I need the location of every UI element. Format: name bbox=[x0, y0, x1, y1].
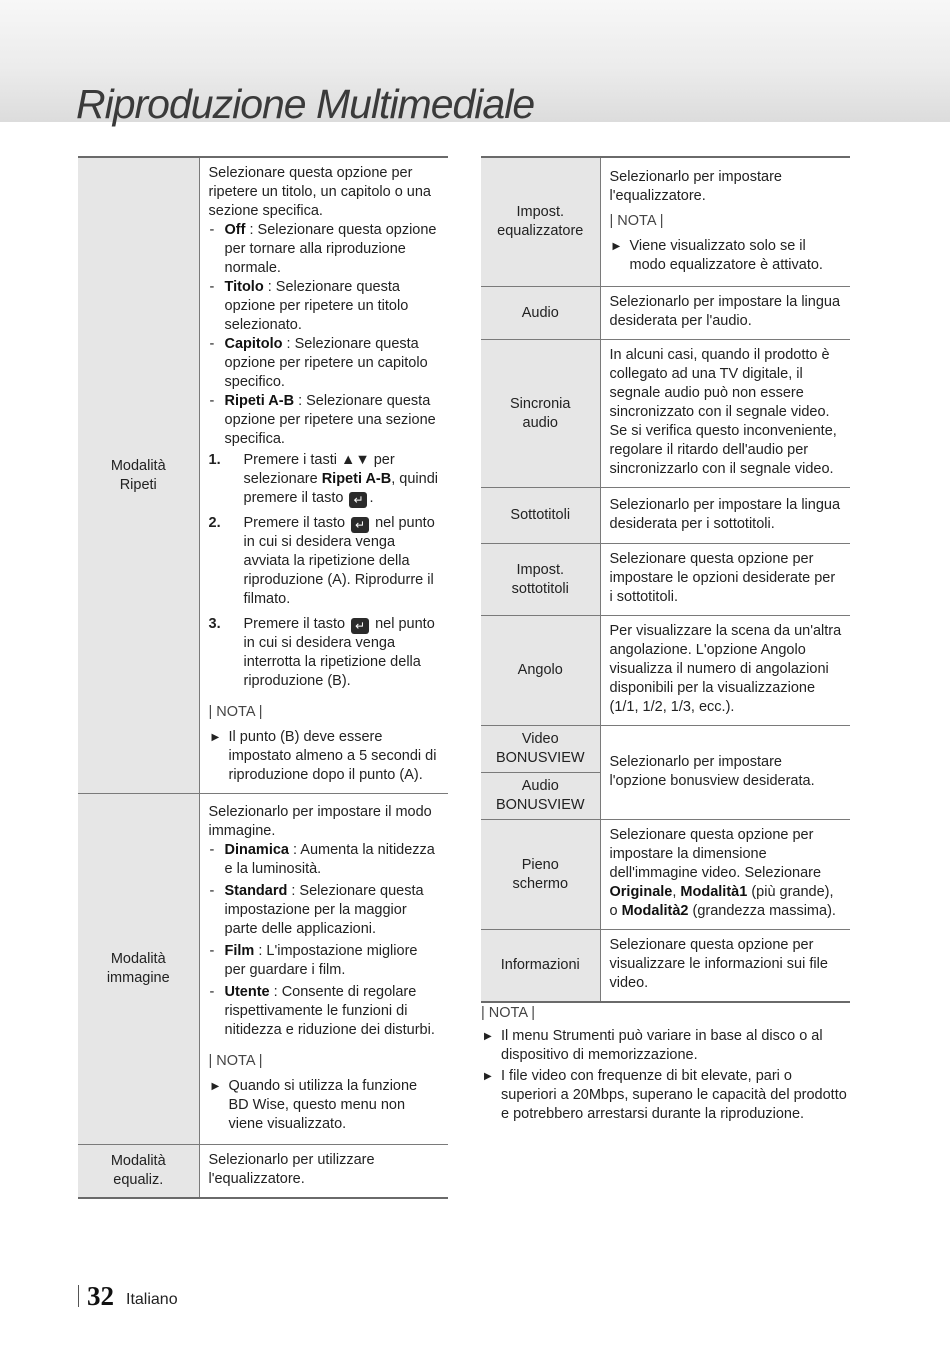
page-number: 32 bbox=[87, 1281, 114, 1311]
nota-item: ▶ Il punto (B) deve essere impostato almeno a 5 secondi di riproduzione dopo il punto (A). bbox=[211, 729, 437, 783]
step-item: 1. Premere i tasti ▲▼ per selezionare Ripeti A-B, quindi premere il tasto ↵ . bbox=[208, 452, 438, 507]
row-desc-impost-sottotitoli: Selezionare questa opzione per impostare le opzioni desiderate per i sottotitoli. bbox=[600, 544, 850, 616]
enter-key-icon: ↵ bbox=[349, 492, 367, 508]
table-row bbox=[78, 157, 448, 794]
enter-key-icon: ↵ bbox=[351, 618, 369, 634]
triangle-right-icon: ▶ bbox=[484, 1031, 492, 1042]
row-label-informazioni: Informazioni bbox=[481, 930, 600, 1003]
table-row bbox=[481, 726, 850, 773]
row-desc-modalita-immagine bbox=[199, 794, 448, 1145]
nota-label: | NOTA | bbox=[208, 1052, 263, 1069]
nota-label: | NOTA | bbox=[609, 212, 664, 229]
list-item: - Ripeti A-B : Selezionare questa opzione per ripetere una sezione specifica. bbox=[209, 392, 441, 449]
row-desc-informazioni: Selezionare questa opzione per visualizzare le informazioni sui file video. bbox=[600, 930, 850, 1003]
row-desc-bonusview: Selezionarlo per impostare l'opzione bonusview desiderata. bbox=[600, 726, 850, 820]
option-list bbox=[209, 841, 441, 1040]
table-row bbox=[481, 157, 850, 287]
row-desc-impost-equalizzatore: Selezionarlo per impostare l'equalizzatore. | NOTA | ▶ Viene visualizzato solo se il modo equalizzatore è attivato. bbox=[600, 157, 850, 287]
row-label-modalita-immagine: Modalità immagine bbox=[78, 794, 199, 1145]
row-label-impost-sottotitoli: Impost. sottotitoli bbox=[481, 544, 600, 616]
row-label-audio-bonusview: Audio BONUSVIEW bbox=[481, 773, 600, 820]
table-row bbox=[481, 340, 850, 488]
table-row bbox=[481, 930, 850, 1003]
row-desc-pieno-schermo: Selezionare questa opzione per impostare la dimensione dell'immagine video. Selezionare Originale, Modalità1 (più grande), o Modalità2 (grandezza massima). bbox=[600, 820, 850, 930]
intro-text: Selezionare questa opzione per ripetere un titolo, un capitolo o una sezione specifica. bbox=[208, 165, 431, 219]
row-desc-sottotitoli: Selezionarlo per impostare la lingua desiderata per i sottotitoli. bbox=[600, 488, 850, 544]
right-options-table bbox=[481, 156, 850, 1003]
row-label-audio: Audio bbox=[481, 287, 600, 340]
row-label-sincronia-audio: Sincronia audio bbox=[481, 340, 600, 488]
list-item: - Capitolo : Selezionare questa opzione per ripetere un capitolo specifico. bbox=[209, 335, 441, 392]
list-item: - Off : Selezionare questa opzione per tornare alla riproduzione normale. bbox=[209, 221, 441, 278]
row-label-modalita-equaliz: Modalità equaliz. bbox=[78, 1145, 199, 1199]
nota-item: ▶ Viene visualizzato solo se il modo equalizzatore è attivato. bbox=[612, 237, 823, 273]
table-row bbox=[78, 794, 448, 1145]
list-item: - Titolo : Selezionare questa opzione per ripetere un titolo selezionato. bbox=[209, 278, 441, 335]
row-label-video-bonusview: Video BONUSVIEW bbox=[481, 726, 600, 773]
row-desc-angolo: Per visualizzare la scena da un'altra angolazione. L'opzione Angolo visualizza il numero di angolazioni disponibili per la visualizzazione (1/1, 1/2, 1/3, ecc.). bbox=[600, 616, 850, 726]
triangle-right-icon: ▶ bbox=[612, 240, 621, 252]
intro-text: Selezionarlo per impostare il modo immagine. bbox=[208, 803, 432, 839]
table-row bbox=[78, 1145, 448, 1199]
nota-list bbox=[209, 728, 441, 785]
table-row bbox=[481, 287, 850, 340]
table-row bbox=[481, 488, 850, 544]
row-desc-modalita-equaliz: Selezionarlo per utilizzare l'equalizzatore. bbox=[199, 1145, 448, 1199]
nota-list bbox=[610, 237, 843, 275]
row-label-impost-equalizzatore: Impost. equalizzatore bbox=[481, 157, 600, 287]
nota-item: ▶ I file video con frequenze di bit elevate, pari o superiori a 20Mbps, superano le capacità del prodotto e potrebbero arrestarsi durante la riproduzione. bbox=[484, 1068, 847, 1122]
list-item: - Standard : Selezionare questa impostazione per la maggior parte delle applicazioni. bbox=[209, 882, 441, 939]
list-item: - Dinamica : Aumenta la nitidezza e la luminosità. bbox=[209, 841, 441, 879]
row-desc-audio: Selezionarlo per impostare la lingua desiderata per l'audio. bbox=[600, 287, 850, 340]
step-item: 3. Premere il tasto ↵ nel punto in cui si desidera venga interrotta la ripetizione della riproduzione (B). bbox=[208, 616, 435, 689]
nota-item: ▶ Quando si utilizza la funzione BD Wise, questo menu non viene visualizzato. bbox=[211, 1077, 418, 1132]
enter-key-icon: ↵ bbox=[351, 517, 369, 533]
table-row bbox=[481, 544, 850, 616]
triangle-right-icon: ▶ bbox=[484, 1071, 492, 1082]
triangle-right-icon: ▶ bbox=[211, 1080, 220, 1092]
row-label-modalita-ripeti: Modalità Ripeti bbox=[78, 157, 199, 794]
footer-divider bbox=[78, 1285, 79, 1307]
row-desc-modalita-ripeti bbox=[199, 157, 448, 794]
triangle-right-icon: ▶ bbox=[211, 732, 220, 743]
nota-label: | NOTA | bbox=[481, 1005, 535, 1021]
list-item: - Film : L'impostazione migliore per guardare i film. bbox=[209, 942, 441, 980]
list-item: - Utente : Consente di regolare rispettivamente le funzioni di nitidezza e riduzione dei disturbi. bbox=[209, 983, 441, 1040]
page-language: Italiano bbox=[126, 1291, 178, 1308]
row-label-angolo: Angolo bbox=[481, 616, 600, 726]
option-list bbox=[209, 221, 441, 449]
nota-label: | NOTA | bbox=[208, 704, 263, 720]
row-label-sottotitoli: Sottotitoli bbox=[481, 488, 600, 544]
page-title: Riproduzione Multimediale bbox=[76, 81, 535, 127]
row-label-pieno-schermo: Pieno schermo bbox=[481, 820, 600, 930]
nota-list bbox=[209, 1077, 441, 1134]
nota-item: ▶ Il menu Strumenti può variare in base al disco o al dispositivo di memorizzazione. bbox=[484, 1028, 823, 1063]
bottom-nota bbox=[481, 1004, 851, 1124]
left-options-table bbox=[78, 156, 448, 1199]
row-desc-sincronia-audio: In alcuni casi, quando il prodotto è collegato ad una TV digitale, il segnale audio può non essere sincronizzato con il segnale video. Se si verifica questo inconveniente, regolare il ritardo dell'audio per sincronizzarlo con il segnale video. bbox=[600, 340, 850, 488]
steps-list bbox=[209, 451, 441, 691]
step-item: 2. Premere il tasto ↵ nel punto in cui si desidera venga avviata la ripetizione della riproduzione (A). Riprodurre il filmato. bbox=[208, 515, 435, 607]
table-row bbox=[481, 820, 850, 930]
nota-list bbox=[481, 1027, 851, 1124]
table-row bbox=[481, 616, 850, 726]
